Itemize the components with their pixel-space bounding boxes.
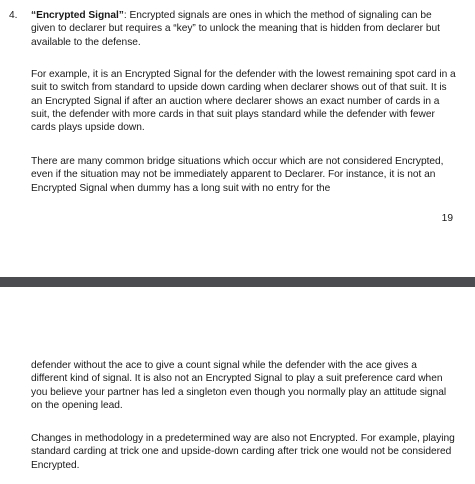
methodology-paragraph: Changes in methodology in a predetermined way are also not Encrypted. For example, playing standard carding at trick one and upside-down carding after trick one would not be considered Encrypted. bbox=[31, 433, 455, 471]
term-heading: “Encrypted Signal” bbox=[31, 10, 124, 21]
definition-paragraph bbox=[31, 9, 456, 49]
document-page-20 bbox=[0, 287, 475, 484]
list-item-number: 4. bbox=[9, 10, 18, 21]
continued-paragraph: defender without the ace to give a count signal while the defender with the ace gives a different kind of signal. It is also not an Encrypted Signal to play a suit preference card when you believe your partner has led a singleton even though you normally play an attitude signal on the opening lead. bbox=[31, 360, 447, 411]
example-paragraph: For example, it is an Encrypted Signal for the defender with the lowest remaining spot card in a suit to switch from standard to upside down carding when declarer shows out of that suit. It is an Encrypted Signal if after an auction where declarer shows an exact number of cards in a suit, the defender with more cards in that suit plays standard while the defender with fewer cards plays upside down. bbox=[31, 69, 456, 134]
page-number: 19 bbox=[441, 213, 453, 224]
definition-text: : Encrypted signals are ones in which the method of signaling can be given to declarer but requires a “key” to unlock the meaning that is hidden from declarer but available to the defense. bbox=[31, 10, 440, 48]
page-break-divider bbox=[0, 277, 475, 287]
not-encrypted-paragraph: There are many common bridge situations which occur which are not considered Encrypted, even if the situation may not be immediately apparent to Declarer. For instance, it is not an Encrypted Signal when dummy has a long suit with no entry for the bbox=[31, 156, 444, 194]
